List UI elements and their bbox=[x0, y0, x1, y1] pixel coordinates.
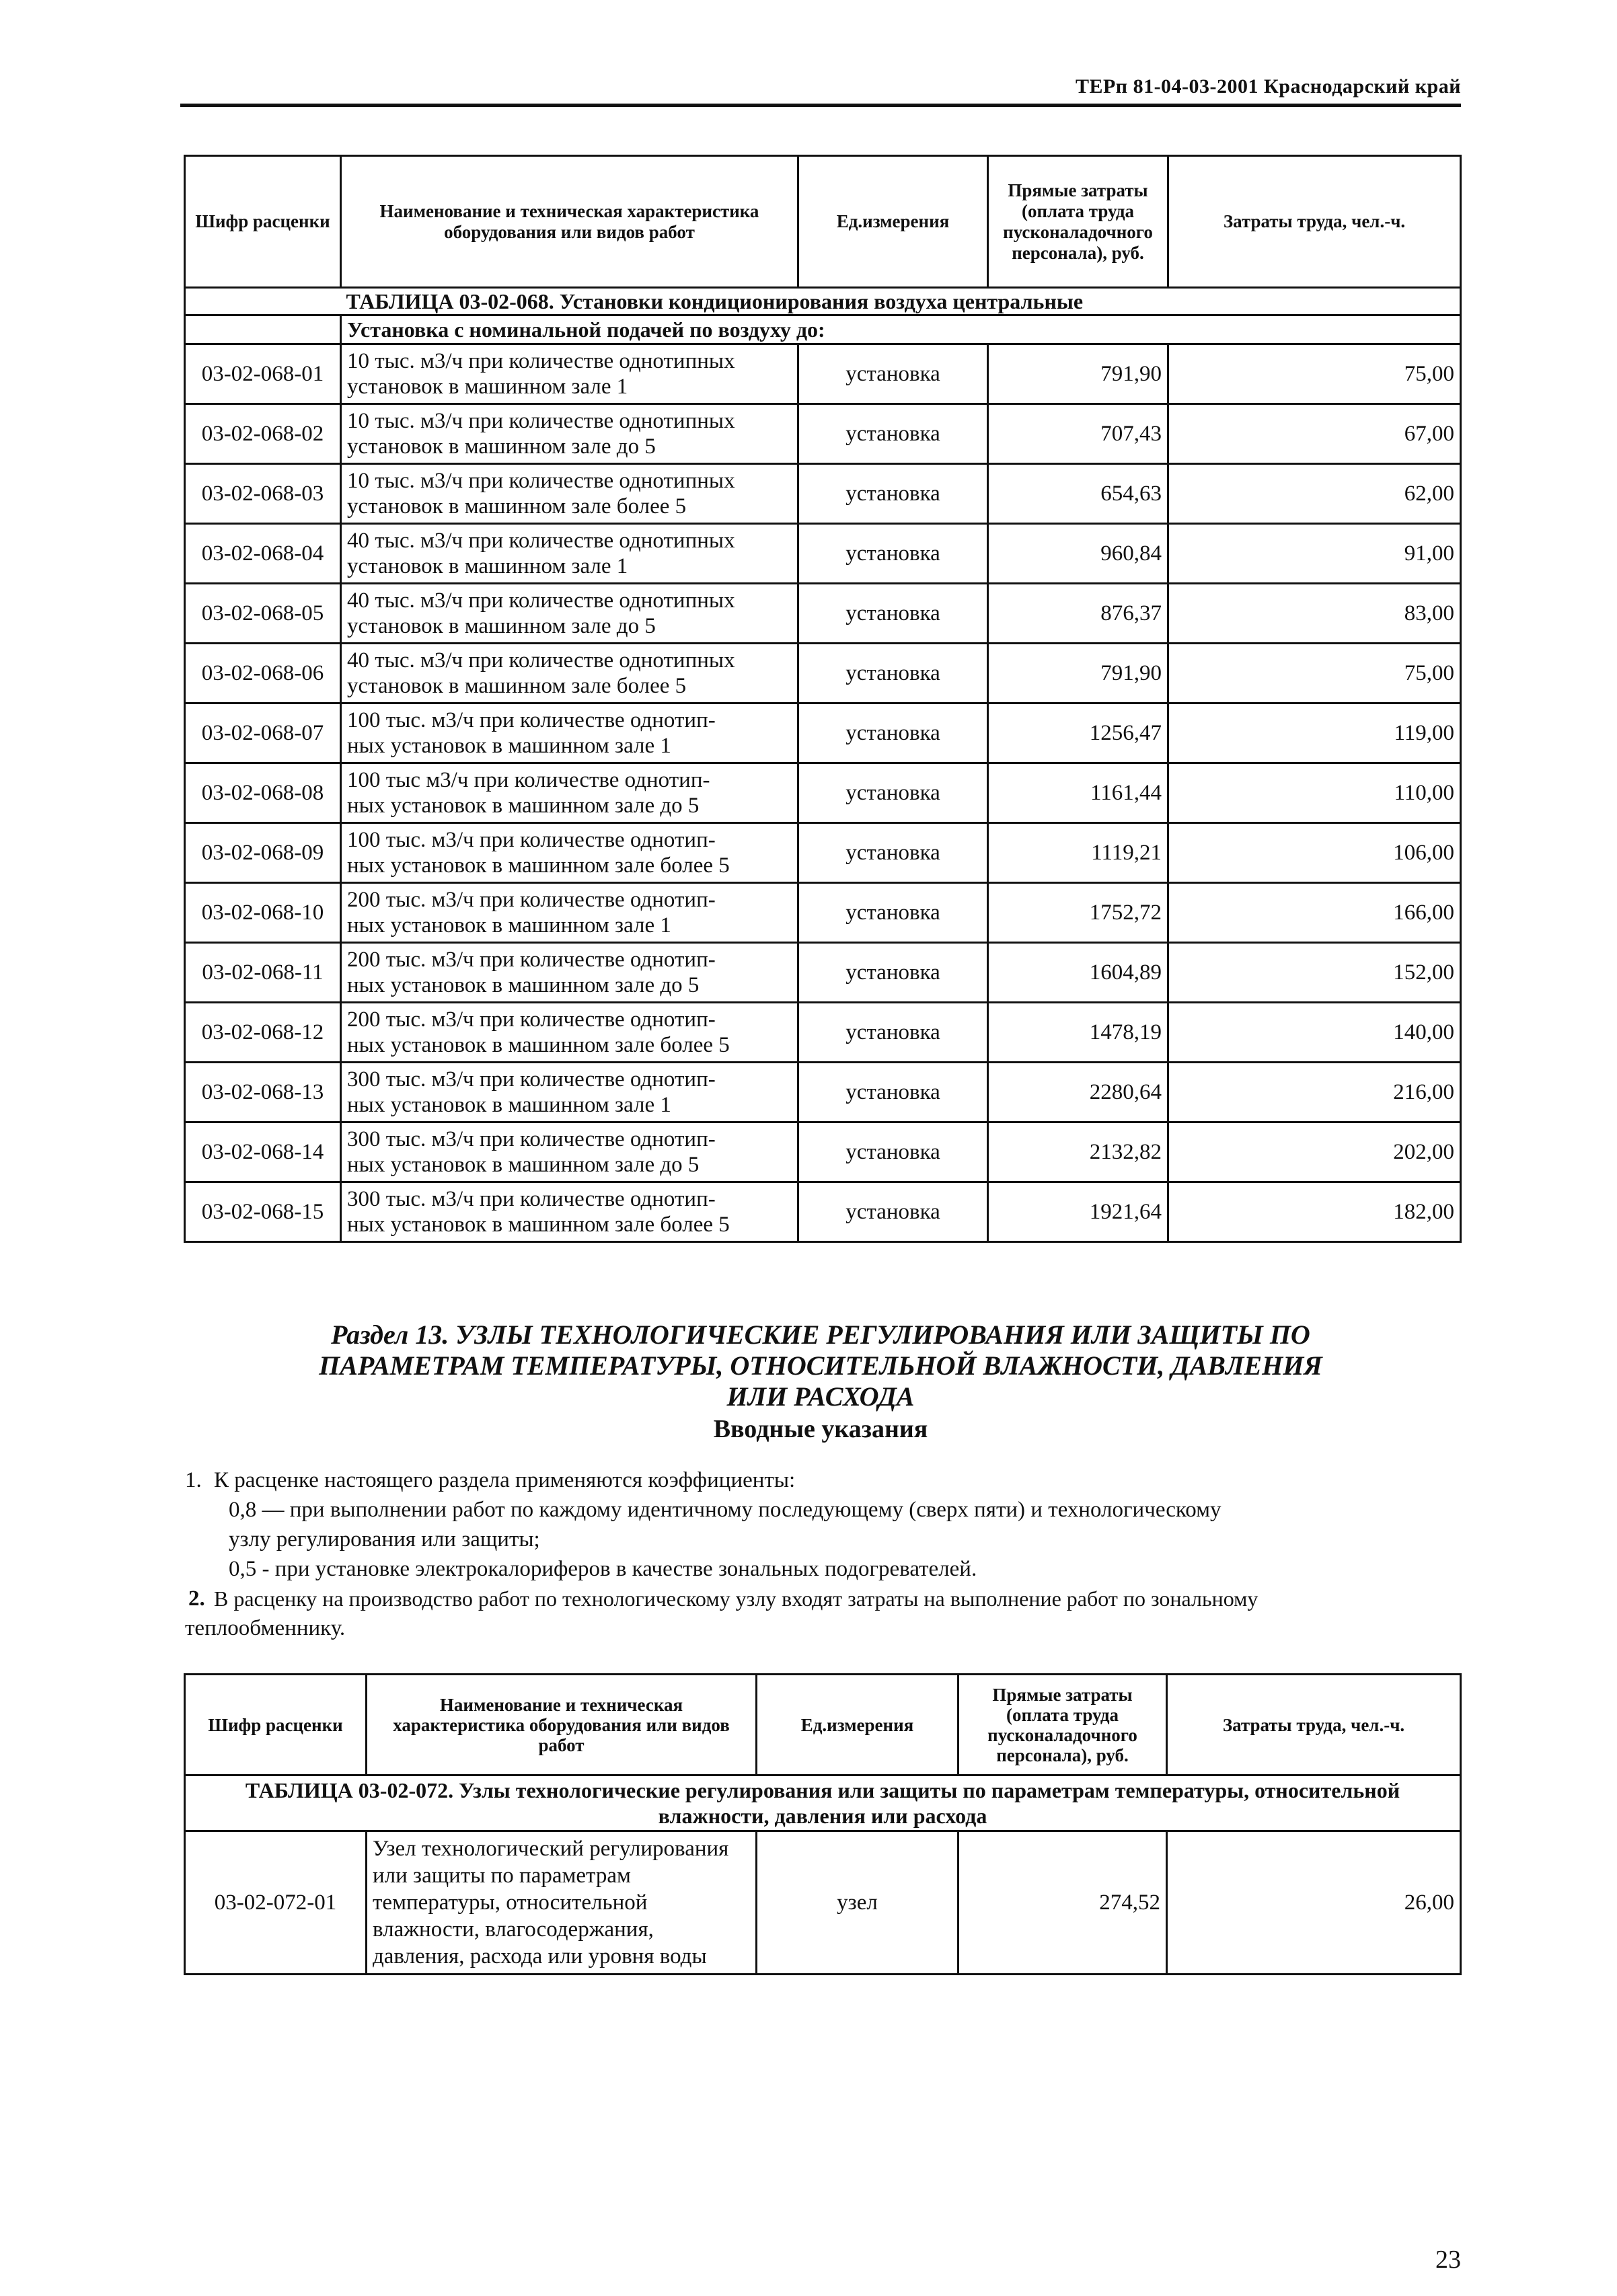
cell-name-line-1: 10 тыс. м3/ч при количестве однотипных bbox=[347, 349, 735, 373]
cell-code: 03-02-068-13 bbox=[185, 1063, 341, 1122]
cell-labor: 91,00 bbox=[1168, 524, 1461, 584]
cell-name-line-1: 10 тыс. м3/ч при количестве однотипных bbox=[347, 409, 735, 433]
cell-unit: установка bbox=[798, 344, 988, 404]
instruction-2-line-2: теплообменнику. bbox=[185, 1616, 346, 1640]
cell-cost: 1119,21 bbox=[988, 823, 1168, 883]
cell-unit: установка bbox=[798, 584, 988, 644]
table-row bbox=[185, 1063, 1461, 1122]
col-header-code: Шифр расценки bbox=[185, 1675, 367, 1775]
instruction-1-num: 1. bbox=[185, 1468, 202, 1492]
cell-name-line-2: ных установок в машинном зале до 5 bbox=[347, 1153, 700, 1177]
table-row bbox=[185, 524, 1461, 584]
cell-name-line-1: 200 тыс. м3/ч при количестве однотип- bbox=[347, 888, 716, 912]
table-row bbox=[185, 703, 1461, 763]
cell-cost: 274,52 bbox=[958, 1831, 1167, 1975]
cell-code: 03-02-068-15 bbox=[185, 1182, 341, 1242]
table-subtitle-row bbox=[185, 315, 1461, 344]
cell-name-line-2: ных установок в машинном зале 1 bbox=[347, 1093, 671, 1117]
cell-unit: установка bbox=[798, 823, 988, 883]
instruction-2-line-1: В расценку на производство работ по технологическому узлу входят затраты на выполнение работ по зональному bbox=[214, 1586, 1258, 1611]
cell-name-line-2: ных установок в машинном зале 1 bbox=[347, 913, 671, 937]
cell-cost: 1256,47 bbox=[988, 703, 1168, 763]
cell-code: 03-02-068-02 bbox=[185, 404, 341, 464]
cell-name bbox=[341, 644, 798, 703]
table-row bbox=[185, 464, 1461, 524]
cell-name bbox=[341, 1122, 798, 1182]
col-header-unit: Ед.измерения bbox=[798, 156, 988, 288]
cell-labor: 202,00 bbox=[1168, 1122, 1461, 1182]
cell-code: 03-02-068-14 bbox=[185, 1122, 341, 1182]
section-heading bbox=[180, 1319, 1461, 1445]
cell-code: 03-02-068-11 bbox=[185, 943, 341, 1003]
cell-name-line-2: ных установок в машинном зале более 5 bbox=[347, 853, 730, 878]
cell-labor: 106,00 bbox=[1168, 823, 1461, 883]
table-title: ТАБЛИЦА 03-02-068. Установки кондиционирования воздуха центральные bbox=[341, 288, 1461, 315]
cell-name-line-1: 200 тыс. м3/ч при количестве однотип- bbox=[347, 1007, 716, 1032]
cell-unit: установка bbox=[798, 763, 988, 823]
table-row bbox=[185, 584, 1461, 644]
cell-name bbox=[341, 823, 798, 883]
cell-name bbox=[341, 763, 798, 823]
table-row bbox=[185, 1003, 1461, 1063]
cell-labor: 166,00 bbox=[1168, 883, 1461, 943]
col-header-name: Наименование и техническая характеристика оборудования или видов работ bbox=[367, 1675, 757, 1775]
cell-code: 03-02-068-07 bbox=[185, 703, 341, 763]
cell-cost: 1161,44 bbox=[988, 763, 1168, 823]
cell-code: 03-02-068-08 bbox=[185, 763, 341, 823]
cell-cost: 1478,19 bbox=[988, 1003, 1168, 1063]
cell-labor: 110,00 bbox=[1168, 763, 1461, 823]
cell-name-line-1: 100 тыс. м3/ч при количестве однотип- bbox=[347, 828, 716, 852]
cell-name-line-1: 100 тыс м3/ч при количестве однотип- bbox=[347, 768, 710, 792]
cell-name bbox=[341, 703, 798, 763]
cell-name-line-2: установок в машинном зале до 5 bbox=[347, 434, 656, 459]
cell-code: 03-02-068-10 bbox=[185, 883, 341, 943]
cell-name-line-1: 300 тыс. м3/ч при количестве однотип- bbox=[347, 1067, 716, 1092]
table-row bbox=[185, 404, 1461, 464]
cell-name-line-2: ных установок в машинном зале 1 bbox=[347, 734, 671, 758]
col-header-labor: Затраты труда, чел.-ч. bbox=[1168, 156, 1461, 288]
table-title-row bbox=[185, 1775, 1461, 1831]
cell-unit: установка bbox=[798, 1063, 988, 1122]
cell-code: 03-02-068-03 bbox=[185, 464, 341, 524]
cell-name-line-2: установок в машинном зале 1 bbox=[347, 554, 628, 578]
cell-name-line-2: ных установок в машинном зале более 5 bbox=[347, 1213, 730, 1237]
cell-labor: 75,00 bbox=[1168, 644, 1461, 703]
section-title-line-1: Раздел 13. УЗЛЫ ТЕХНОЛОГИЧЕСКИЕ РЕГУЛИРОВАНИЯ ИЛИ ЗАЩИТЫ ПО bbox=[331, 1319, 1310, 1350]
cell-name bbox=[341, 883, 798, 943]
header-text: ТЕРп 81-04-03-2001 Краснодарский край bbox=[1075, 75, 1461, 98]
table-row bbox=[185, 344, 1461, 404]
cell-name-line-2: установок в машинном зале более 5 bbox=[347, 494, 687, 519]
cell-cost: 2280,64 bbox=[988, 1063, 1168, 1122]
cell-name-line-2: ных установок в машинном зале до 5 bbox=[347, 794, 700, 818]
cell-cost: 707,43 bbox=[988, 404, 1168, 464]
table-row bbox=[185, 823, 1461, 883]
cell-unit: установка bbox=[798, 464, 988, 524]
cell-name-line-1: 300 тыс. м3/ч при количестве однотип- bbox=[347, 1127, 716, 1151]
cell-labor: 83,00 bbox=[1168, 584, 1461, 644]
cell-name-line-1: 100 тыс. м3/ч при количестве однотип- bbox=[347, 708, 716, 732]
cell-labor: 62,00 bbox=[1168, 464, 1461, 524]
col-header-cost: Прямые затраты (оплата труда пусконаладочного персонала), руб. bbox=[958, 1675, 1167, 1775]
table-header-row bbox=[185, 156, 1461, 288]
table-row bbox=[185, 1182, 1461, 1242]
table-row bbox=[185, 1831, 1461, 1975]
cell-name bbox=[341, 524, 798, 584]
cell-unit: установка bbox=[798, 1122, 988, 1182]
cell-name bbox=[341, 344, 798, 404]
col-header-labor: Затраты труда, чел.-ч. bbox=[1167, 1675, 1461, 1775]
cell-cost: 1604,89 bbox=[988, 943, 1168, 1003]
cell-labor: 140,00 bbox=[1168, 1003, 1461, 1063]
cell-code: 03-02-068-05 bbox=[185, 584, 341, 644]
cell-code: 03-02-068-09 bbox=[185, 823, 341, 883]
cell-name-line-1: 40 тыс. м3/ч при количестве однотипных bbox=[347, 588, 735, 613]
cell-labor: 119,00 bbox=[1168, 703, 1461, 763]
col-header-name: Наименование и техническая характеристика оборудования или видов работ bbox=[341, 156, 798, 288]
cell-cost: 1752,72 bbox=[988, 883, 1168, 943]
cell-labor: 152,00 bbox=[1168, 943, 1461, 1003]
cell-labor: 182,00 bbox=[1168, 1182, 1461, 1242]
col-header-code: Шифр расценки bbox=[185, 156, 341, 288]
cell-name-line-2: ных установок в машинном зале более 5 bbox=[347, 1033, 730, 1057]
cell-name: Узел технологический регулирования или защиты по параметрам температуры, относительной влажности, влагосодержания, давления, расхода или уровня воды bbox=[367, 1831, 757, 1975]
section-intro-heading: Вводные указания bbox=[713, 1415, 928, 1443]
cell-labor: 26,00 bbox=[1167, 1831, 1461, 1975]
cell-code: 03-02-068-12 bbox=[185, 1003, 341, 1063]
cell-name-line-1: 40 тыс. м3/ч при количестве однотипных bbox=[347, 648, 735, 673]
section-title-line-2: ПАРАМЕТРАМ ТЕМПЕРАТУРЫ, ОТНОСИТЕЛЬНОЙ ВЛАЖНОСТИ, ДАВЛЕНИЯ bbox=[319, 1350, 1322, 1381]
cell-name bbox=[341, 943, 798, 1003]
cell-name-line-2: ных установок в машинном зале до 5 bbox=[347, 973, 700, 997]
cell-cost: 876,37 bbox=[988, 584, 1168, 644]
table-row bbox=[185, 1122, 1461, 1182]
cell-name-line-2: установок в машинном зале до 5 bbox=[347, 614, 656, 638]
cell-code: 03-02-068-06 bbox=[185, 644, 341, 703]
section-title-line-3: ИЛИ РАСХОДА bbox=[726, 1381, 915, 1412]
table-03-02-068 bbox=[184, 155, 1462, 1243]
cell-unit: установка bbox=[798, 404, 988, 464]
table-row bbox=[185, 883, 1461, 943]
cell-unit: установка bbox=[798, 644, 988, 703]
cell-name-line-2: установок в машинном зале 1 bbox=[347, 375, 628, 399]
cell-name-line-1: 40 тыс. м3/ч при количестве однотипных bbox=[347, 529, 735, 553]
instruction-1-line-2: 0,8 — при выполнении работ по каждому идентичному последующему (сверх пяти) и технологическому bbox=[229, 1498, 1221, 1522]
cell-unit: установка bbox=[798, 883, 988, 943]
cell-code: 03-02-068-01 bbox=[185, 344, 341, 404]
instruction-2-num: 2. bbox=[188, 1586, 205, 1611]
cell-name bbox=[341, 404, 798, 464]
cell-name-line-1: 10 тыс. м3/ч при количестве однотипных bbox=[347, 469, 735, 493]
page-header bbox=[180, 75, 1461, 107]
table-row bbox=[185, 644, 1461, 703]
table-row bbox=[185, 943, 1461, 1003]
table-header-row bbox=[185, 1675, 1461, 1775]
cell-unit: установка bbox=[798, 703, 988, 763]
cell-unit: узел bbox=[757, 1831, 958, 1975]
instruction-1-line-4: 0,5 - при установке электрокалориферов в качестве зональных подогревателей. bbox=[229, 1557, 977, 1581]
cell-cost: 1921,64 bbox=[988, 1182, 1168, 1242]
cell-labor: 75,00 bbox=[1168, 344, 1461, 404]
cell-name bbox=[341, 464, 798, 524]
cell-unit: установка bbox=[798, 943, 988, 1003]
table-title-row bbox=[185, 288, 1461, 315]
cell-unit: установка bbox=[798, 1182, 988, 1242]
cell-name bbox=[341, 1063, 798, 1122]
cell-name bbox=[341, 1003, 798, 1063]
page-number: 23 bbox=[1435, 2246, 1461, 2274]
col-header-cost: Прямые затраты (оплата труда пусконаладочного персонала), руб. bbox=[988, 156, 1168, 288]
cell-cost: 654,63 bbox=[988, 464, 1168, 524]
cell-unit: установка bbox=[798, 1003, 988, 1063]
table-row bbox=[185, 763, 1461, 823]
cell-cost: 791,90 bbox=[988, 344, 1168, 404]
cell-cost: 960,84 bbox=[988, 524, 1168, 584]
instruction-1-text: К расценке настоящего раздела применяются коэффициенты: bbox=[214, 1468, 796, 1492]
cell-cost: 791,90 bbox=[988, 644, 1168, 703]
cell-name bbox=[341, 1182, 798, 1242]
cell-code: 03-02-068-04 bbox=[185, 524, 341, 584]
cell-labor: 67,00 bbox=[1168, 404, 1461, 464]
table-03-02-072 bbox=[184, 1673, 1462, 1975]
cell-name bbox=[341, 584, 798, 644]
table-title: ТАБЛИЦА 03-02-072. Узлы технологические регулирования или защиты по параметрам температуры, относительной влажности, давления или расхода bbox=[185, 1775, 1461, 1831]
cell-code: 03-02-072-01 bbox=[185, 1831, 367, 1975]
cell-unit: установка bbox=[798, 524, 988, 584]
instruction-1-line-3: узлу регулирования или защиты; bbox=[229, 1527, 540, 1552]
cell-name-line-1: 300 тыс. м3/ч при количестве однотип- bbox=[347, 1187, 716, 1211]
cell-name-line-2: установок в машинном зале более 5 bbox=[347, 674, 687, 698]
cell-name-line-1: 200 тыс. м3/ч при количестве однотип- bbox=[347, 948, 716, 972]
cell-labor: 216,00 bbox=[1168, 1063, 1461, 1122]
col-header-unit: Ед.измерения bbox=[757, 1675, 958, 1775]
table-subtitle: Установка с номинальной подачей по воздуху до: bbox=[341, 315, 988, 344]
cell-cost: 2132,82 bbox=[988, 1122, 1168, 1182]
